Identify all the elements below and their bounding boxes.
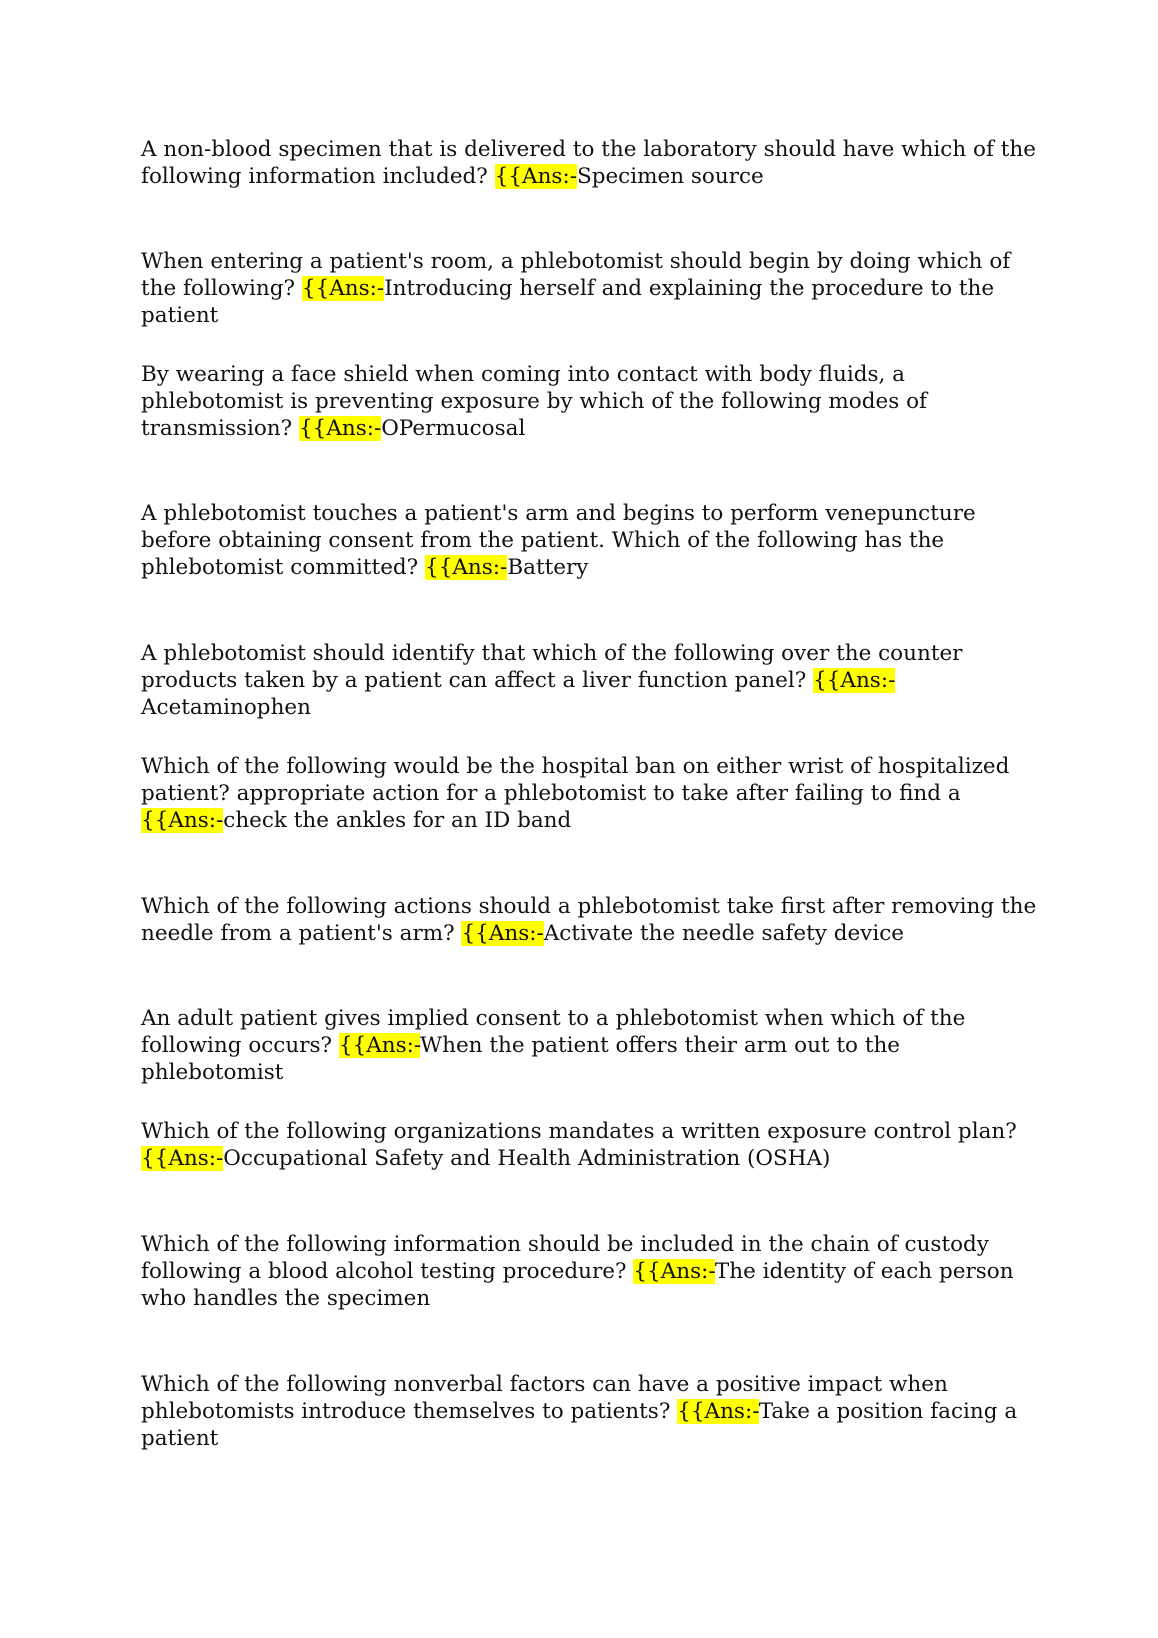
answer-text: Activate the needle safety device	[543, 921, 904, 946]
answer-marker: {{Ans:-	[461, 921, 544, 946]
answer-marker: {{Ans:-	[298, 416, 382, 441]
answer-text: Occupational Safety and Health Administration (OSHA)	[223, 1146, 831, 1171]
answer-marker: {{Ans:-	[633, 1259, 715, 1284]
qa-item	[141, 136, 1041, 190]
answer-marker: {{Ans:-	[338, 1033, 420, 1058]
question-text: A phlebotomist touches a patient's arm and begins to perform venepuncture before obtaining consent from the patient. Which of the following has the phlebotomist committed?	[141, 501, 976, 580]
answer-marker: {{Ans:-	[677, 1399, 759, 1424]
answer-text: OPermucosal	[381, 416, 526, 441]
answer-text: When the patient offers their arm out to the phlebotomist	[141, 1033, 901, 1085]
answer-text: Battery	[507, 555, 589, 580]
question-text: Which of the following information should be included in the chain of custody following a blood alcohol testing procedure?	[141, 1232, 989, 1284]
question-text: When entering a patient's room, a phlebotomist should begin by doing which of the following?	[141, 249, 1011, 301]
question-text: A phlebotomist should identify that which of the following over the counter products taken by a patient can affect a liver function panel?	[141, 641, 963, 693]
qa-item	[141, 640, 1041, 721]
answer-marker: {{Ans:-	[813, 668, 896, 693]
answer-marker: {{Ans:-	[301, 276, 385, 301]
question-text: By wearing a face shield when coming into contact with body fluids, a phlebotomist is preventing exposure by which of the following modes of transmission?	[141, 362, 928, 441]
answer-text: Acetaminophen	[141, 695, 311, 720]
qa-item	[141, 1231, 1041, 1312]
question-text: Which of the following organizations mandates a written exposure control plan?	[141, 1119, 1017, 1144]
answer-text: The identity of each person who handles the specimen	[141, 1259, 1014, 1311]
answer-text: Introducing herself and explaining the procedure to the patient	[141, 276, 995, 328]
answer-marker: {{Ans:-	[425, 555, 508, 580]
answer-text: check the ankles for an ID band	[223, 808, 572, 833]
qa-item	[141, 753, 1041, 834]
qa-item	[141, 1371, 1041, 1452]
question-text: A non-blood specimen that is delivered to the laboratory should have which of the following information included?	[141, 137, 1036, 189]
answer-marker: {{Ans:-	[494, 164, 577, 189]
answer-text: Specimen source	[576, 164, 764, 189]
qa-item	[141, 500, 1041, 581]
qa-item	[141, 1118, 1041, 1172]
answer-text: Take a position facing a patient	[141, 1399, 1018, 1451]
question-text: Which of the following nonverbal factors can have a positive impact when phlebotomists introduce themselves to patients?	[141, 1372, 948, 1424]
qa-item	[141, 893, 1041, 947]
answer-marker: {{Ans:-	[141, 1146, 224, 1171]
answer-marker: {{Ans:-	[141, 808, 224, 833]
question-text: An adult patient gives implied consent to a phlebotomist when which of the following occurs?	[141, 1006, 966, 1058]
qa-item	[141, 248, 1041, 329]
question-text: Which of the following would be the hospital ban on either wrist of hospitalized patient? appropriate action for a phlebotomist to take after failing to find a	[141, 754, 1010, 806]
qa-item	[141, 1005, 1041, 1086]
qa-item	[141, 361, 1041, 442]
question-text: Which of the following actions should a phlebotomist take first after removing the needle from a patient's arm?	[141, 894, 1037, 946]
